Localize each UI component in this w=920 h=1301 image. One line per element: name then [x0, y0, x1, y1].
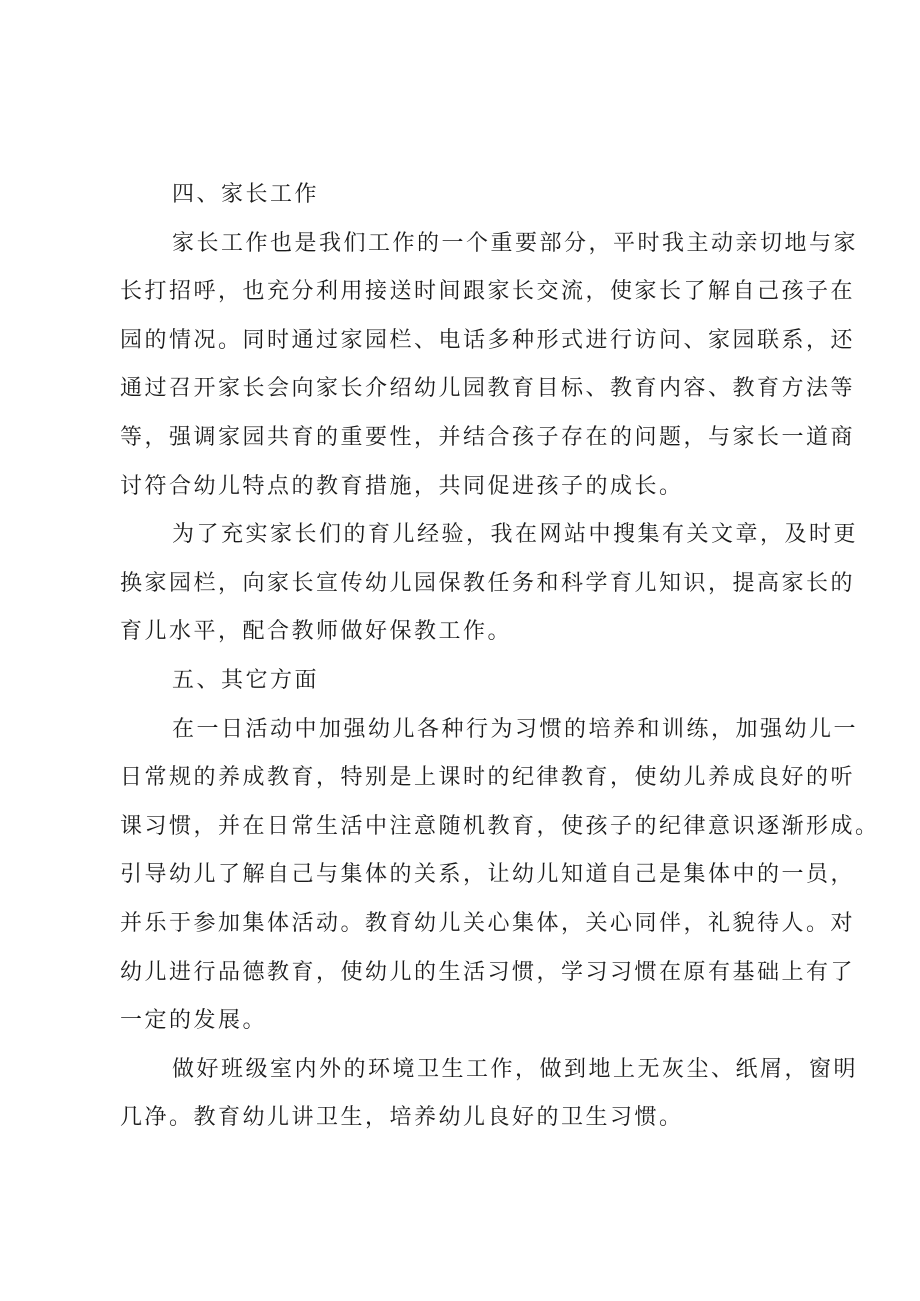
text-line: 园的情况。同时通过家园栏、电话多种形式进行访问、家园联系，还: [120, 327, 856, 353]
paragraph-behavior-habits: [120, 706, 880, 1046]
section-heading-parent-work: 四、家长工作: [172, 182, 320, 207]
text-line: 引导幼儿了解自己与集体的关系，让幼儿知道自己是集体中的一员，: [120, 862, 856, 888]
text-line: 育儿水平，配合教师做好保教工作。: [120, 619, 513, 645]
document-body: [120, 171, 880, 1143]
text-line: 通过召开家长会向家长介绍幼儿园教育目标、教育内容、教育方法等: [120, 376, 856, 402]
text-line: 做好班级室内外的环境卫生工作，做到地上无灰尘、纸屑，窗明: [172, 1056, 859, 1082]
text-line: 在一日活动中加强幼儿各种行为习惯的培养和训练，加强幼儿一: [172, 716, 859, 742]
paragraph-parent-communication: [120, 220, 859, 512]
text-line: 家长工作也是我们工作的一个重要部分，平时我主动亲切地与家: [172, 230, 859, 256]
text-line: 等，强调家园共育的重要性，并结合孩子存在的问题，与家长一道商: [120, 424, 856, 450]
text-line: 为了充实家长们的育儿经验，我在网站中搜集有关文章，及时更: [172, 522, 859, 548]
paragraph-parenting-experience: [120, 511, 859, 657]
text-line: 一定的发展。: [120, 1008, 268, 1034]
section-heading-other-aspects: 五、其它方面: [172, 667, 320, 693]
text-line: 幼儿进行品德教育，使幼儿的生活习惯，学习习惯在原有基础上有了: [120, 959, 856, 985]
text-line: 长打招呼，也充分利用接送时间跟家长交流，使家长了解自己孩子在: [120, 279, 856, 305]
text-line: 并乐于参加集体活动。教育幼儿关心集体，关心同伴，礼貌待人。对: [120, 910, 856, 936]
text-line: 几净。教育幼儿讲卫生，培养幼儿良好的卫生习惯。: [120, 1105, 684, 1131]
text-line: 课习惯，并在日常生活中注意随机教育，使孩子的纪律意识逐渐形成。: [120, 813, 880, 839]
paragraph-hygiene: [120, 1046, 859, 1143]
text-line: 日常规的养成教育，特别是上课时的纪律教育，使幼儿养成良好的听: [120, 765, 856, 791]
text-line: 讨符合幼儿特点的教育措施，共同促进孩子的成长。: [120, 473, 684, 499]
text-line: 换家园栏，向家长宣传幼儿园保教任务和科学育儿知识，提高家长的: [120, 570, 856, 596]
